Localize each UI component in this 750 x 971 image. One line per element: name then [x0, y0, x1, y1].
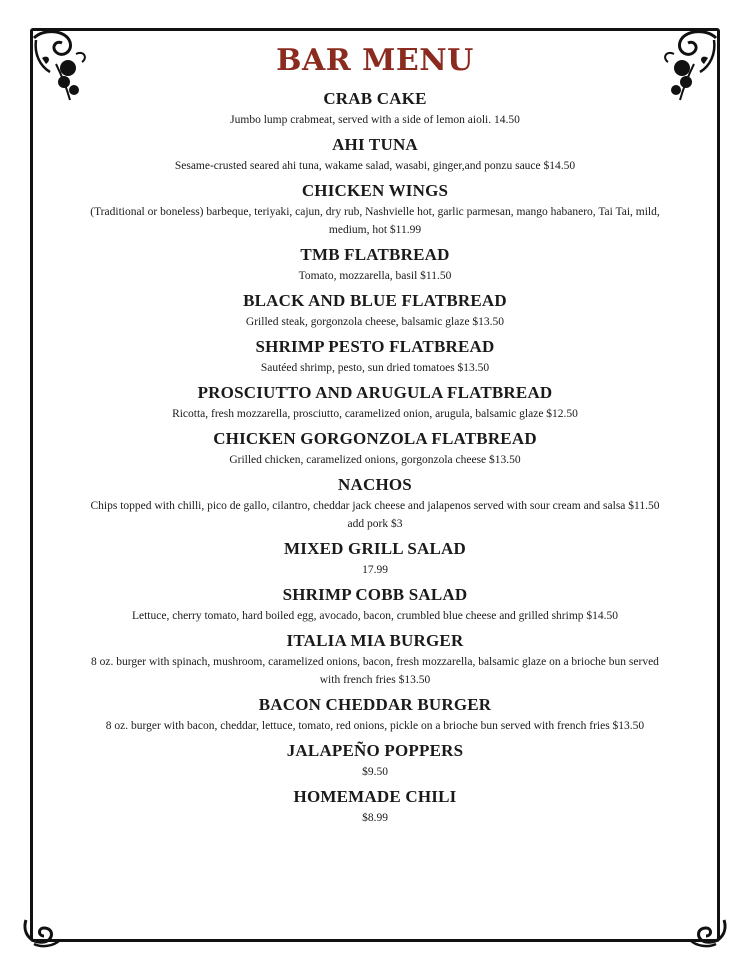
menu-item-name: BACON CHEDDAR BURGER	[258, 695, 492, 714]
menu-item-name: HOMEMADE CHILI	[293, 787, 457, 806]
menu-item	[90, 288, 660, 331]
menu-item	[90, 472, 660, 533]
menu-item-name: AHI TUNA	[332, 135, 418, 154]
menu-item-name: CHICKEN WINGS	[301, 181, 449, 200]
floral-scroll-icon	[654, 24, 724, 104]
menu-item-description: Sesame-crusted seared ahi tuna, wakame salad, wasabi, ginger,and ponzu sauce $14.50	[174, 160, 576, 172]
menu-item-description: Lettuce, cherry tomato, hard boiled egg, avocado, bacon, crumbled blue cheese and grilled shrimp $14.50	[131, 610, 619, 622]
menu-item	[90, 784, 660, 827]
menu-item-name: PROSCIUTTO AND ARUGULA FLATBREAD	[197, 383, 553, 402]
menu-item-description: Ricotta, fresh mozzarella, prosciutto, caramelized onion, arugula, balsamic glaze $12.50	[172, 408, 578, 420]
menu-item	[90, 426, 660, 469]
menu-item	[90, 380, 660, 423]
menu-item-name: MIXED GRILL SALAD	[284, 539, 466, 558]
menu-item	[90, 738, 660, 781]
menu-item-description: $8.99	[362, 812, 388, 824]
menu-item	[90, 242, 660, 285]
menu-item-name: ITALIA MIA BURGER	[286, 631, 464, 650]
menu-item	[90, 692, 660, 735]
menu-item	[90, 178, 660, 239]
menu-item-description: Chips topped with chilli, pico de gallo, cilantro, cheddar jack cheese and jalapenos served with sour cream and salsa $11.50 add pork $3	[90, 500, 660, 530]
menu-item-name: BLACK AND BLUE FLATBREAD	[243, 291, 507, 310]
menu-item	[90, 86, 660, 129]
menu-item-description: Sautéed shrimp, pesto, sun dried tomatoes $13.50	[260, 362, 490, 374]
menu-content	[90, 40, 660, 830]
menu-item-description: Grilled chicken, caramelized onions, gorgonzola cheese $13.50	[229, 454, 521, 466]
menu-item-description: (Traditional or boneless) barbeque, teriyaki, cajun, dry rub, Nashvielle hot, garlic parmesan, mango habanero, Tai Tai, mild, medium, hot $11.99	[90, 206, 660, 236]
menu-item-description: $9.50	[362, 766, 388, 778]
menu-item-name: JALAPEÑO POPPERS	[286, 741, 464, 760]
menu-item-name: CRAB CAKE	[323, 89, 427, 108]
menu-item-description: Grilled steak, gorgonzola cheese, balsamic glaze $13.50	[245, 316, 505, 328]
menu-item	[90, 132, 660, 175]
menu-item-name: SHRIMP PESTO FLATBREAD	[255, 337, 495, 356]
swirl-icon	[688, 912, 730, 950]
floral-scroll-icon	[26, 24, 96, 104]
menu-item-name: SHRIMP COBB SALAD	[282, 585, 468, 604]
menu-item	[90, 334, 660, 377]
swirl-icon	[20, 912, 62, 950]
menu-item-name: TMB FLATBREAD	[300, 245, 450, 264]
menu-item-description: 17.99	[362, 564, 388, 576]
menu-item-description: 8 oz. burger with spinach, mushroom, caramelized onions, bacon, fresh mozzarella, balsamic glaze on a brioche bun served with french fries $13.50	[91, 656, 659, 686]
menu-item-description: Jumbo lump crabmeat, served with a side of lemon aioli. 14.50	[230, 114, 520, 126]
menu-title: BAR MENU	[276, 43, 474, 78]
menu-item	[90, 536, 660, 579]
menu-item-list	[90, 86, 660, 827]
menu-item	[90, 628, 660, 689]
menu-item	[90, 582, 660, 625]
menu-item-name: CHICKEN GORGONZOLA FLATBREAD	[213, 429, 537, 448]
menu-item-description: 8 oz. burger with bacon, cheddar, lettuce, tomato, red onions, pickle on a brioche bun served with french fries $13.50	[105, 720, 645, 732]
menu-item-name: NACHOS	[338, 475, 412, 494]
menu-item-description: Tomato, mozzarella, basil $11.50	[298, 270, 452, 282]
